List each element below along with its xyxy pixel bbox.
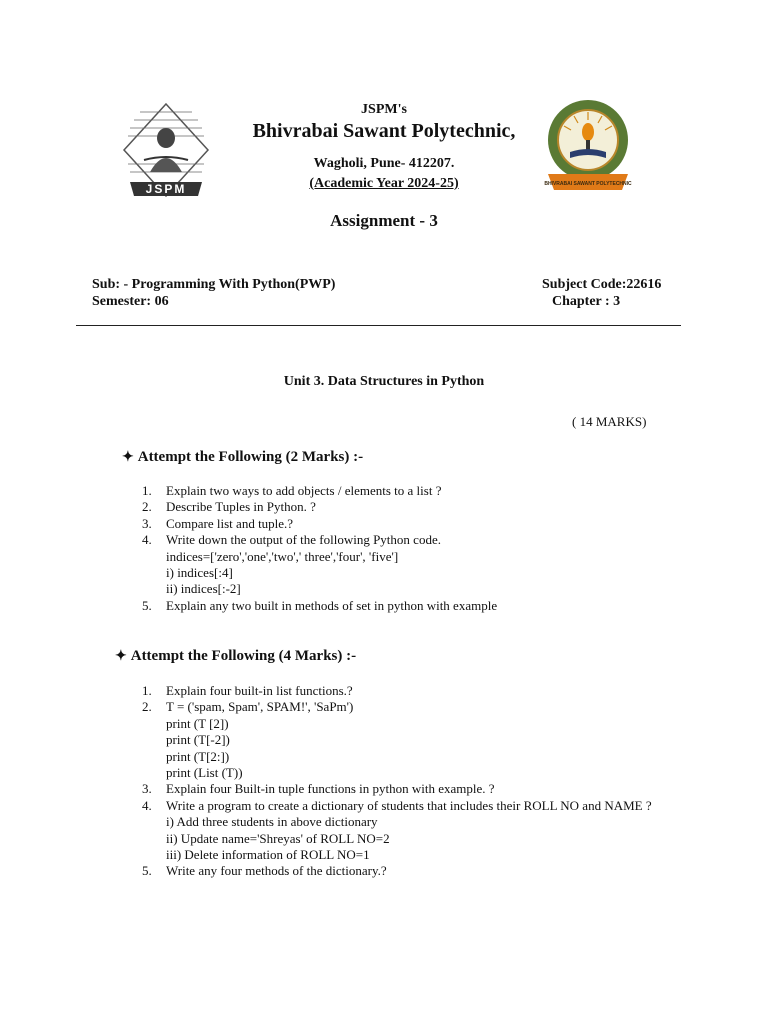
assignment-title: Assignment - 3	[330, 211, 438, 230]
section-heading: ✦ Attempt the Following (2 Marks) :-	[122, 449, 364, 465]
org-name: JSPM's	[361, 102, 407, 117]
list-item: 3. Explain four Built-in tuple functions in python with example. ?	[142, 781, 495, 797]
star-bullet-icon: ✦	[115, 649, 127, 664]
question-list	[142, 483, 497, 614]
svg-text:JSPM: JSPM	[145, 182, 187, 196]
header-divider	[76, 325, 681, 326]
subject-line: Sub: - Programming With Python(PWP)	[92, 277, 336, 292]
semester-line: Semester: 06	[92, 294, 169, 309]
list-item: 4. Write a program to create a dictionary of students that includes their ROLL NO and NAME ? i) Add three students in above dictionary ii) Update name='Shreyas' of ROLL NO=2 iii) Delete information of ROLL NO=1	[142, 797, 652, 863]
list-item: 2. T = ('spam, Spam', SPAM!', 'SaPm') print (T [2]) print (T[-2]) print (T[2:]) print (List (T))	[142, 699, 354, 781]
section-heading: ✦ Attempt the Following (4 Marks) :-	[115, 648, 357, 664]
list-item: 5. Write any four methods of the dictionary.?	[142, 863, 387, 879]
question-list	[142, 683, 652, 880]
unit-title: Unit 3. Data Structures in Python	[283, 374, 485, 389]
list-item: 5. Explain any two built in methods of set in python with example	[142, 597, 498, 613]
chapter-line: Chapter : 3	[552, 294, 621, 309]
total-marks: ( 14 MARKS)	[572, 414, 647, 429]
institute-name: Bhivrabai Sawant Polytechnic,	[252, 120, 516, 142]
list-item: 3. Compare list and tuple.?	[142, 515, 294, 531]
list-item: 1. Explain two ways to add objects / elements to a list ?	[142, 483, 442, 498]
list-item: 2. Describe Tuples in Python. ?	[142, 499, 316, 515]
subject-code: Subject Code:22616	[542, 277, 662, 292]
svg-text:BHIVRABAI SAWANT POLYTECHNIC: BHIVRABAI SAWANT POLYTECHNIC	[544, 181, 632, 187]
institute-address: Wagholi, Pune- 412207.	[313, 156, 455, 171]
list-item: 4. Write down the output of the following Python code. indices=['zero','one','two',' three','four', 'five'] i) indices[:4] ii) indices[:-2]	[142, 532, 441, 597]
academic-year: (Academic Year 2024-25)	[309, 176, 459, 191]
star-bullet-icon: ✦	[122, 450, 134, 465]
list-item: 1. Explain four built-in list functions.?	[142, 683, 353, 698]
